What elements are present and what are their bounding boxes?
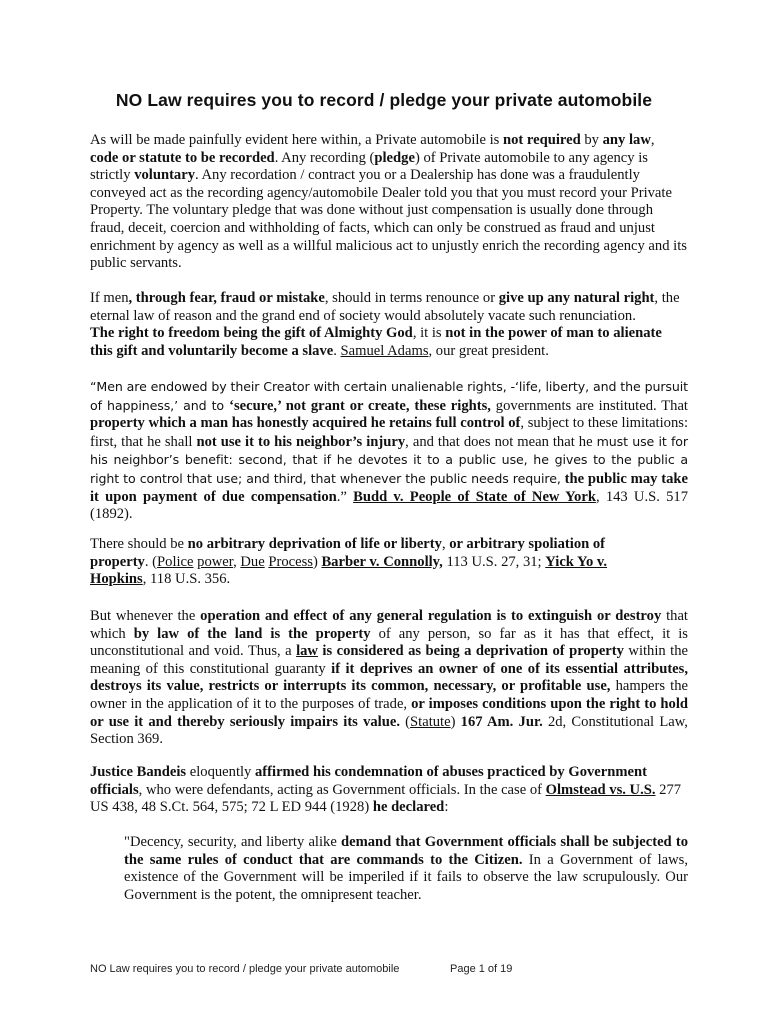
text-run: 113 U.S. 27, 31; <box>442 553 546 570</box>
case-citation-barber: Barber v. Connolly, <box>321 553 443 570</box>
bold-run: operation and effect of any general regulation is to extinguish or destroy <box>200 608 662 624</box>
text-run: , 143 U.S. 517 (1892). <box>90 488 688 523</box>
paragraph-budd-quote <box>90 378 688 524</box>
text-run: that which <box>90 608 688 642</box>
text-run: governments are instituted. That <box>490 397 688 414</box>
text-run: ) <box>450 713 461 730</box>
case-citation-yick-yo: Yick Yo v. Hopkins <box>90 553 608 588</box>
case-citation-budd: Budd v. People of State of New York <box>353 488 596 505</box>
underlined-term: power <box>197 553 234 570</box>
quote-run: “Men are endowed by their Creator with certain unalienable rights, -‘life, liberty, and the pursuit of happiness,’ and to <box>90 379 688 413</box>
bold-run: no arbitrary deprivation of life or liberty <box>187 536 442 552</box>
text-run: . ( <box>144 553 158 570</box>
text-run: of any person, so far as it has that effect, it is unconstitutional and void. Thus, a <box>90 625 688 660</box>
bold-run: pledge <box>374 149 415 166</box>
bold-run: The right to freedom being the gift of Almighty God <box>90 325 413 342</box>
quote-run: must use it for his neighbor’s benefit: second, that if he devotes it to a public use, he gives to the public a right to control that use; and third, that whenever the public needs require, <box>90 433 688 486</box>
text-run: , <box>441 536 450 552</box>
page-title: NO Law requires you to record / pledge your private automobile <box>115 90 653 110</box>
underlined-term: law <box>296 643 318 660</box>
underlined-term: Process <box>268 553 313 570</box>
bold-run: or arbitrary spoliation of property <box>90 536 606 570</box>
text-run: by <box>580 132 603 148</box>
page-number: Page 1 of 19 <box>450 963 513 975</box>
text-run: If men <box>90 290 129 306</box>
text-run: In a Government of laws, existence of the Government will be imperiled if it fails to observe the law scrupulously. Our Government is the potent, the omnipresent teacher. <box>124 851 688 903</box>
underlined-name: Samuel Adams <box>340 342 429 359</box>
text-run: As will be made painfully evident here within, a Private automobile is <box>90 132 503 148</box>
bold-run: ‘secure,’ not grant or create, these rights, <box>229 397 491 414</box>
bold-run: demand that Government officials shall be subjected to the same rules of conduct that are commands to the Citizen. <box>124 834 688 868</box>
paragraph-samuel-adams <box>90 290 688 360</box>
bold-run: is considered as being a deprivation of property <box>317 643 624 660</box>
bold-run: affirmed his condemnation of abuses practiced by Government officials <box>90 764 647 798</box>
text-run: , <box>650 132 655 148</box>
bold-run: not in the power of man to alienate this gift and voluntarily become a slave <box>90 325 662 359</box>
text-run: hampers the owner in the application of it to the purposes of trade, <box>90 678 688 712</box>
footer-title: NO Law requires you to record / pledge your private automobile <box>90 963 400 975</box>
text-run: , it is <box>412 325 446 342</box>
bold-run: the public may take it upon payment of due compensation <box>90 470 689 505</box>
bold-run: Justice Bandeis <box>90 764 187 780</box>
bold-run: code or statute to be recorded <box>90 149 275 166</box>
bold-run: if it deprives an owner of one of its essential attributes, destroys its value, restricts or interrupts its common, necessary, or profitable use, <box>90 660 688 695</box>
bold-run: , through fear, fraud or mistake <box>128 290 325 306</box>
bold-run: property which a man has honestly acquired he retains full control of <box>90 415 521 432</box>
bold-run: not use it to his neighbor’s injury <box>196 433 406 450</box>
text-run: , <box>233 553 241 570</box>
text-run: 277 US 438, 48 S.Ct. 564, 575; 72 L ED 944 (1928) <box>90 781 682 816</box>
text-run: . <box>333 342 341 359</box>
case-citation-olmstead: Olmstead vs. U.S. <box>545 781 656 798</box>
bold-run: by law of the land is the property <box>133 625 371 642</box>
bold-run: 167 Am. Jur. <box>460 713 543 730</box>
text-run: But whenever the <box>90 608 201 624</box>
text-run: , should in terms renounce or <box>324 290 499 306</box>
underlined-term: Police <box>157 553 194 570</box>
bold-run: not required <box>503 132 581 148</box>
text-run: , the eternal law of reason and the grand end of society would absolutely vacate such renunciation. <box>90 290 680 324</box>
text-run: ) of Private automobile to any agency is strictly <box>90 149 648 184</box>
text-run: 2d, Constitutional Law, Section 369. <box>90 713 688 748</box>
block-quote <box>124 834 688 904</box>
text-run: : <box>444 799 449 816</box>
text-run: , who were defendants, acting as Government officials. In the case of <box>138 781 546 798</box>
text-run: , subject to these limitations: first, that he shall <box>90 415 688 450</box>
text-run: "Decency, security, and liberty alike <box>124 834 341 850</box>
bold-run: voluntary <box>134 167 195 184</box>
bold-run: he declared <box>372 799 445 816</box>
paragraph-brandeis <box>90 764 688 817</box>
text-run: eloquently <box>186 764 255 780</box>
text-run: .” <box>336 488 354 505</box>
text-run: , and that does not mean that he <box>405 433 597 450</box>
paragraph-intro <box>90 132 688 273</box>
paragraph-am-jur <box>90 608 688 749</box>
underlined-term: Due <box>240 553 265 570</box>
text-run: , our great president. <box>428 342 549 359</box>
bold-run: or imposes conditions upon the right to hold or use it and thereby seriously impairs its value. <box>90 695 688 730</box>
bold-run: any law <box>602 132 651 148</box>
text-run: within the meaning of this constitutional guaranty <box>90 643 688 677</box>
paragraph-barber <box>90 536 650 589</box>
text-run: ( <box>399 713 411 730</box>
text-run: . Any recording ( <box>274 149 375 166</box>
underlined-term: Statute <box>410 713 451 730</box>
text-run: . Any recordation / contract you or a Dealership has done was a fraudulently conveyed act as the recording agency/automobile Dealer told you that you must record your Private Property. The voluntary pledge that was done without just compensation is usually done through fraud, deceit, coercion and withholding of facts, which can only be construed as fraud and unjust enrichment by agency as well as a willful malicious act to unjustly enrich the recording agency and its public servants. <box>90 167 687 272</box>
bold-run: give up any natural right <box>498 290 655 306</box>
text-run: There should be <box>90 536 188 552</box>
text-run: ) <box>312 553 322 570</box>
text-run: , 118 U.S. 356. <box>142 571 231 588</box>
